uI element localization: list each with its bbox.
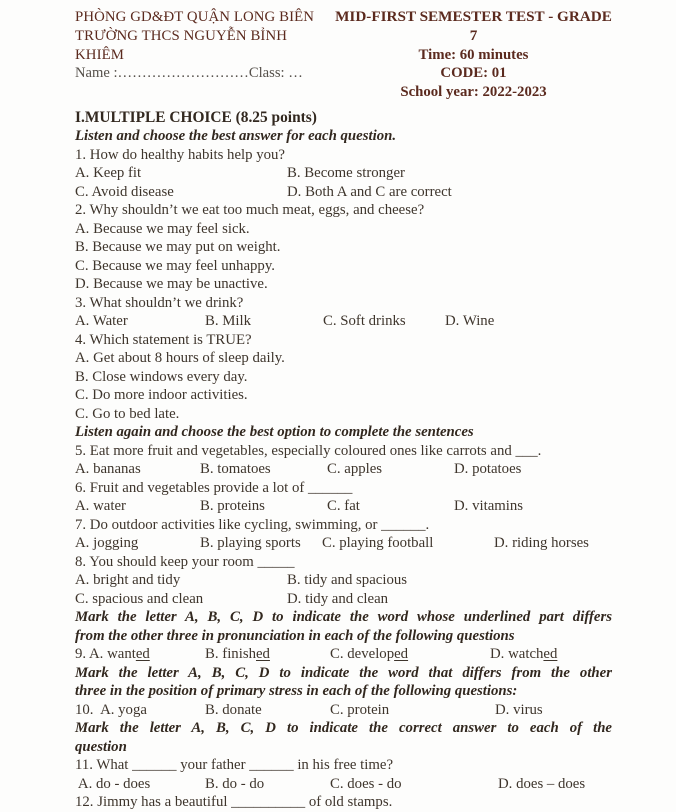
underlined-part: ed <box>255 646 270 663</box>
option-item <box>75 701 205 720</box>
option-text: 10. A. yoga <box>75 701 147 718</box>
school-info-block <box>75 8 335 83</box>
instruction-line: from the other three in pronunciation in each of the following questions <box>75 627 515 644</box>
underlined-part: ed <box>394 646 409 663</box>
underlined-part: ed <box>543 646 558 663</box>
option-text: D. riding horses <box>494 535 589 552</box>
option-item <box>75 183 287 202</box>
option-text: C. protein <box>330 701 390 718</box>
option-item <box>75 497 200 516</box>
option-text: A. bright and tidy <box>75 572 181 589</box>
instruction-line: Listen and choose the best answer for each question. <box>75 128 397 145</box>
text-line: 5. Eat more fruit and vegetables, especially coloured ones like carrots and ___. <box>75 442 542 459</box>
text-line: 8. You should keep your room _____ <box>75 553 295 570</box>
option-text: B. proteins <box>200 498 265 515</box>
option-item <box>75 312 205 331</box>
option-item <box>75 590 287 609</box>
text-line: A. Because we may feel sick. <box>75 220 250 237</box>
option-item <box>322 534 494 553</box>
option-text: C. Soft drinks <box>323 313 406 330</box>
option-text: D. vitamins <box>454 498 524 515</box>
text-line: 2. Why shouldn’t we eat too much meat, eggs, and cheese? <box>75 202 425 219</box>
options-row <box>75 497 612 516</box>
school-year: School year: 2022-2023 <box>400 84 547 101</box>
option-item <box>200 460 327 479</box>
option-text: D. tidy and clean <box>287 590 389 607</box>
text-line: 12. Jimmy has a beautiful __________ of old stamps. <box>75 794 393 811</box>
instruction-line: Listen again and choose the best option to complete the sentences <box>75 424 474 441</box>
option-text: A. do - does <box>75 775 151 792</box>
test-info-block <box>335 8 612 102</box>
option-text: B. tomatoes <box>200 461 271 478</box>
option-text: C. apples <box>327 461 383 478</box>
instruction-line: three in the position of primary stress in each of the following questions: <box>75 683 518 700</box>
option-item <box>287 571 612 590</box>
option-item <box>205 312 323 331</box>
option-item <box>75 460 200 479</box>
option-item <box>495 701 612 720</box>
text-line: B. Close windows every day. <box>75 368 248 385</box>
paper-header <box>75 8 612 102</box>
options-row <box>75 701 612 720</box>
option-text: C. Avoid disease <box>75 183 174 200</box>
option-text: C. does - do <box>330 775 402 792</box>
option-text: B. donate <box>205 701 262 718</box>
option-item <box>490 645 612 664</box>
option-item <box>327 497 454 516</box>
option-item <box>75 571 287 590</box>
option-item <box>205 701 330 720</box>
option-text: B. tidy and spacious <box>287 572 408 589</box>
option-item <box>75 164 287 183</box>
school-name-line1: TRƯỜNG THCS NGUYỄN BỈNH <box>75 27 288 44</box>
option-text: A. bananas <box>75 461 141 478</box>
option-text: A. Keep fit <box>75 165 142 182</box>
text-line: C. Go to bed late. <box>75 405 180 422</box>
text-line: 7. Do outdoor activities like cycling, swimming, or ______. <box>75 516 430 533</box>
text-line: 4. Which statement is TRUE? <box>75 331 252 348</box>
option-item <box>287 183 612 202</box>
text-line: C. Because we may feel unhappy. <box>75 257 275 274</box>
option-item <box>454 460 612 479</box>
option-text: B. Milk <box>205 313 252 330</box>
option-item <box>494 534 612 553</box>
options-row <box>75 571 612 590</box>
option-text: D. Both A and C are correct <box>287 183 452 200</box>
instruction-line: Mark the letter A, B, C, D to indicate the word whose underlined part differs <box>75 609 612 626</box>
option-item <box>498 775 612 794</box>
options-row <box>75 164 612 183</box>
underlined-part: ed <box>135 646 150 663</box>
test-body <box>75 109 612 812</box>
option-text: B. do - do <box>205 775 265 792</box>
option-item <box>327 460 454 479</box>
option-text: A. Water <box>75 313 128 330</box>
option-item <box>200 534 322 553</box>
option-text: B. Become stronger <box>287 165 405 182</box>
option-text: A. jogging <box>75 535 139 552</box>
options-row <box>75 312 612 331</box>
option-text: D. does – does <box>498 775 586 792</box>
option-text: C. fat <box>327 498 360 515</box>
test-time: Time: 60 minutes <box>418 46 529 63</box>
option-item <box>330 775 498 794</box>
option-text: B. finish <box>205 646 256 663</box>
option-item <box>205 645 330 664</box>
options-row <box>75 460 612 479</box>
options-row <box>75 183 612 202</box>
option-item <box>75 775 205 794</box>
text-line: D. Because we may be unactive. <box>75 276 268 293</box>
instruction-line: question <box>75 738 127 755</box>
option-text: D. potatoes <box>454 461 522 478</box>
option-item <box>287 164 612 183</box>
option-text: D. virus <box>495 701 543 718</box>
instruction-line: Mark the letter A, B, C, D to indicate the correct answer to each of the <box>75 720 612 737</box>
option-item <box>75 534 200 553</box>
options-row <box>75 775 612 794</box>
name-class-line: Name :………………………Class: … <box>75 65 303 82</box>
option-text: 9. A. want <box>75 646 136 663</box>
option-item <box>205 775 330 794</box>
options-row <box>75 590 612 609</box>
option-text: C. playing football <box>322 535 434 552</box>
options-row <box>75 645 612 664</box>
text-line: C. Do more indoor activities. <box>75 387 248 404</box>
test-title: MID-FIRST SEMESTER TEST - GRADE 7 <box>335 8 612 44</box>
text-line: A. Get about 8 hours of sleep daily. <box>75 350 285 367</box>
option-text: D. Wine <box>445 313 495 330</box>
school-name-line2: KHIÊM <box>75 46 124 63</box>
option-text: C. spacious and clean <box>75 590 204 607</box>
option-text: B. playing sports <box>200 535 301 552</box>
text-line: B. Because we may put on weight. <box>75 239 281 256</box>
instruction-line: Mark the letter A, B, C, D to indicate the word that differs from the other <box>75 664 612 681</box>
option-item <box>330 701 495 720</box>
option-item <box>454 497 612 516</box>
text-line: 11. What ______ your father ______ in his free time? <box>75 757 394 774</box>
text-line: 6. Fruit and vegetables provide a lot of ______ <box>75 479 353 496</box>
option-item <box>200 497 327 516</box>
option-item <box>330 645 490 664</box>
option-item <box>75 645 205 664</box>
options-row <box>75 534 612 553</box>
option-item <box>287 590 612 609</box>
text-line: 1. How do healthy habits help you? <box>75 146 285 163</box>
option-text: D. watch <box>490 646 544 663</box>
school-department: PHÒNG GD&ĐT QUẬN LONG BIÊN <box>75 9 315 25</box>
test-code: CODE: 01 <box>440 65 507 82</box>
option-item <box>323 312 445 331</box>
option-text: C. develop <box>330 646 395 663</box>
option-text: A. water <box>75 498 126 515</box>
section-heading: I.MULTIPLE CHOICE (8.25 points) <box>75 108 317 126</box>
option-item <box>445 312 612 331</box>
text-line: 3. What shouldn’t we drink? <box>75 294 244 311</box>
